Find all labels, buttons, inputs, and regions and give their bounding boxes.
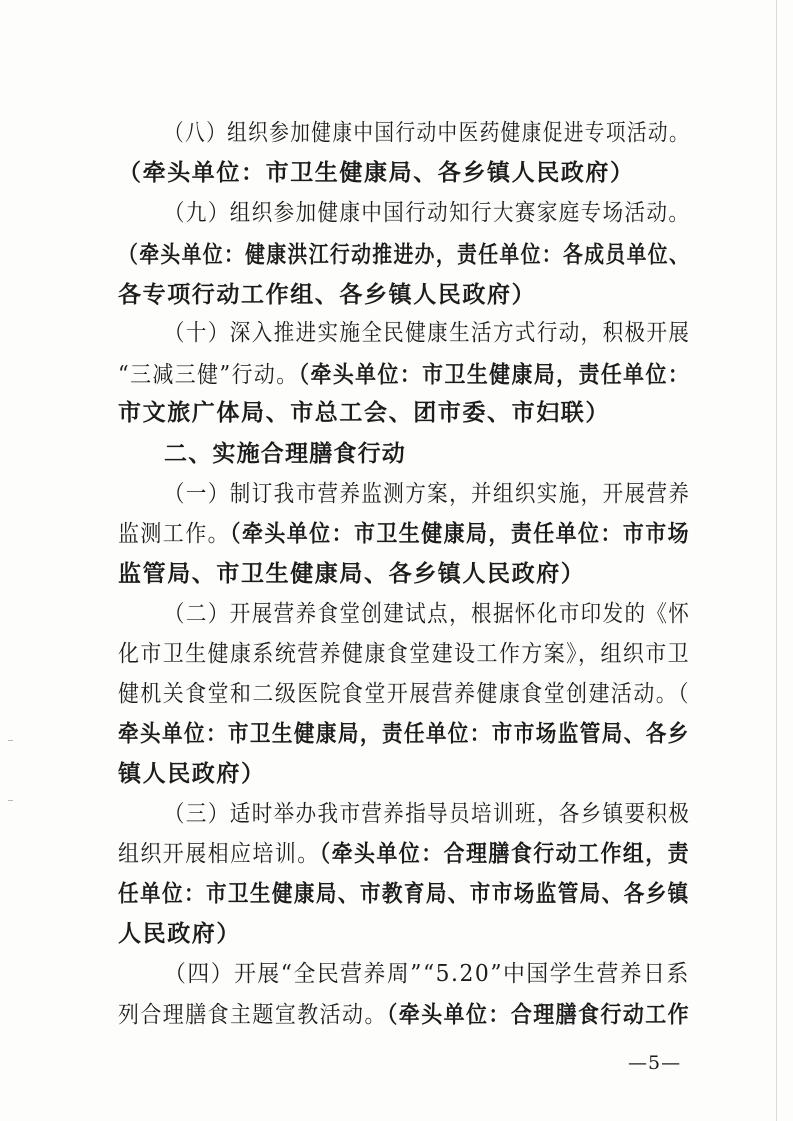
text-line (118, 158, 635, 188)
text-line (118, 839, 690, 869)
text-line (164, 599, 690, 629)
responsible-unit-text: 镇人民政府） (118, 760, 266, 787)
responsible-unit-text: （牵头单位：市卫生健康局，责任单位： (298, 361, 691, 388)
text-line (118, 759, 266, 789)
responsible-unit-text: 二、实施合理膳食行动 (164, 440, 406, 467)
body-text-segment: 列合理膳食主题宣教活动。 (118, 1002, 387, 1028)
responsible-unit-text: 任单位：市卫生健康局、市教育局、市市场监管局、各乡镇 (118, 880, 690, 907)
responsible-unit-text: 人民政府） (118, 920, 241, 947)
text-line (164, 479, 690, 509)
scan-edge-line (776, 0, 777, 1121)
text-line (118, 398, 610, 428)
text-line (118, 639, 690, 669)
body-text-segment: 组织开展相应培训。 (118, 841, 320, 867)
text-line (164, 318, 690, 348)
body-text-segment: （三）适时举办我市营养指导员培训班，各乡镇要积极 (164, 801, 691, 827)
body-text-segment: （二）开展营养食堂创建试点，根据怀化市印发的《怀 (164, 601, 691, 627)
text-line (164, 439, 406, 469)
responsible-unit-text: （牵头单位：市卫生健康局、各乡镇人民政府） (118, 159, 635, 186)
body-text-segment: （一）制订我市营养监测方案，并组织实施，开展营养 (164, 481, 691, 507)
text-line (118, 240, 690, 270)
text-line (118, 360, 690, 390)
text-line (164, 799, 690, 829)
body-text-segment: 化市卫生健康系统营养健康食堂建设工作方案》，组织市卫 (118, 641, 691, 667)
body-text-segment: “三减三健”行动。 (118, 362, 299, 388)
text-line (164, 118, 690, 148)
responsible-unit-text: 监管局、市卫生健康局、各乡镇人民政府） (118, 560, 586, 587)
body-text-segment: 健机关食堂和二级医院食堂开展营养健康食堂创建活动。（ (118, 681, 691, 707)
text-line (118, 519, 690, 549)
text-line (118, 879, 690, 909)
responsible-unit-text: （牵头单位：合理膳食行动工作 (386, 1001, 691, 1028)
text-line (118, 559, 585, 589)
body-text-segment: （四）开展“全民营养周”“5.20”中国学生营养日系 (164, 961, 690, 987)
responsible-unit-text: （牵头单位：健康洪江行动推进办，责任单位：各成员单位、 (118, 241, 691, 268)
scan-mark (8, 740, 13, 741)
text-line (164, 198, 690, 228)
scan-mark (8, 800, 13, 801)
body-text-segment: （九）组织参加健康中国行动知行大赛家庭专场活动。 (164, 200, 691, 226)
text-line (118, 679, 690, 709)
body-text-segment: （八）组织参加健康中国行动中医药健康促进专项活动。 (164, 120, 691, 146)
text-line (118, 919, 241, 949)
responsible-unit-text: 牵头单位：市卫生健康局，责任单位：市市场监管局、各乡 (118, 720, 690, 747)
body-text-segment: （十）深入推进实施全民健康生活方式行动，积极开展 (164, 320, 691, 346)
responsible-unit-text: 各专项行动工作组、各乡镇人民政府） (118, 281, 537, 308)
responsible-unit-text: （牵头单位：市卫生健康局，责任单位：市市场 (230, 520, 691, 547)
text-line (118, 719, 690, 749)
page-number: —5— (628, 1052, 682, 1074)
text-line (118, 280, 536, 310)
text-line (118, 1000, 690, 1030)
text-line (164, 959, 690, 989)
body-text-segment: 监测工作。 (118, 521, 231, 547)
responsible-unit-text: （牵头单位：合理膳食行动工作组，责 (319, 840, 691, 867)
responsible-unit-text: 市文旅广体局、市总工会、团市委、市妇联） (118, 399, 610, 426)
